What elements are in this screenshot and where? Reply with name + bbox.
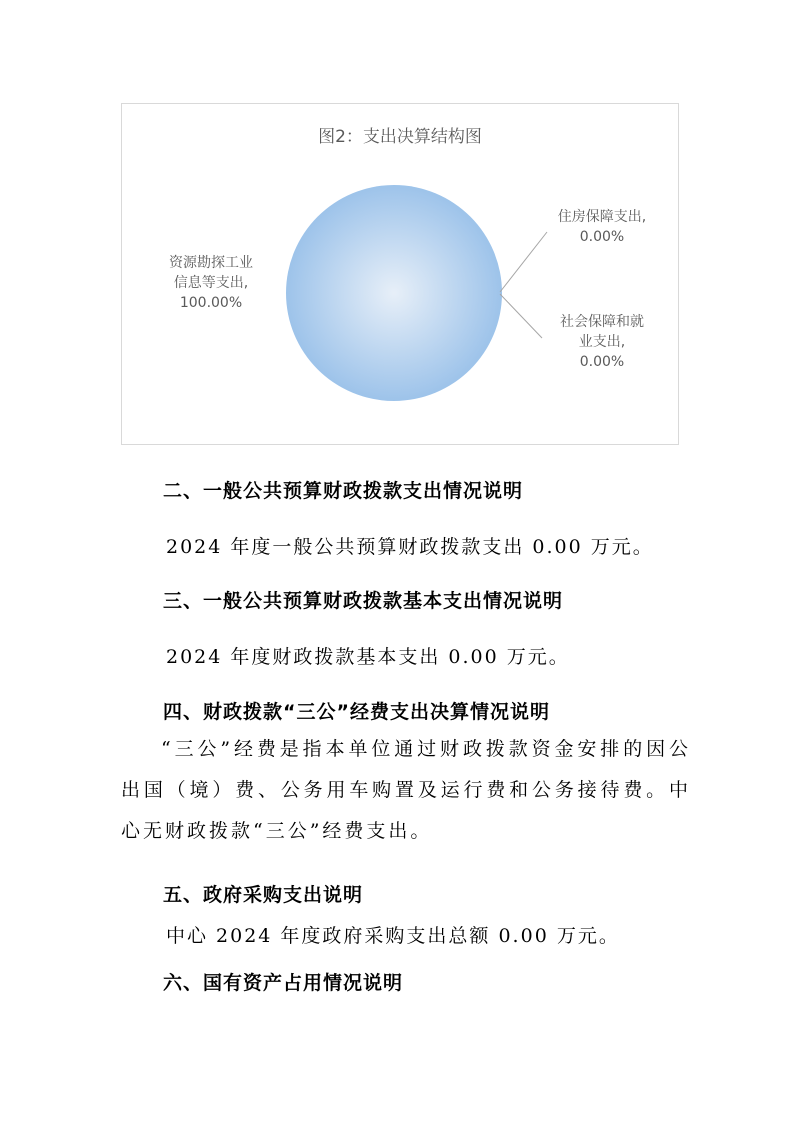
slice-label-housing: 住房保障支出, 0.00% [557,209,647,245]
leader-line-social [500,294,542,338]
section-3-text: 2024 年度财政拨款基本支出 0.00 万元。 [166,646,570,668]
section-5-text: 中心 2024 年度政府采购支出总额 0.00 万元。 [166,925,620,947]
section-3-heading: 三、一般公共预算财政拨款基本支出情况说明 [163,590,564,612]
section-4-heading: 四、财政拨款“三公”经费支出决算情况说明 [163,701,550,723]
slice-label-social: 社会保障和就 业支出, 0.00% [560,314,644,370]
section-5-heading: 五、政府采购支出说明 [163,884,364,906]
section-4-text: “三公”经费是指本单位通过财政拨款资金安排的因公出国（境）费、公务用车购置及运行费和公务接待费。中心无财政拨款“三公”经费支出。 [121,738,691,842]
section-6-heading: 六、国有资产占用情况说明 [163,972,404,994]
pie-slice-resource [286,185,502,401]
slice-label-resource: 资源勘探工业 信息等支出, 100.00% [169,255,253,311]
section-2-heading: 二、一般公共预算财政拨款支出情况说明 [163,480,524,502]
leader-line-housing [500,232,547,292]
chart-title: 图2：支出决算结构图 [318,127,482,147]
section-2-text: 2024 年度一般公共预算财政拨款支出 0.00 万元。 [166,536,654,558]
pie-chart [121,103,679,445]
